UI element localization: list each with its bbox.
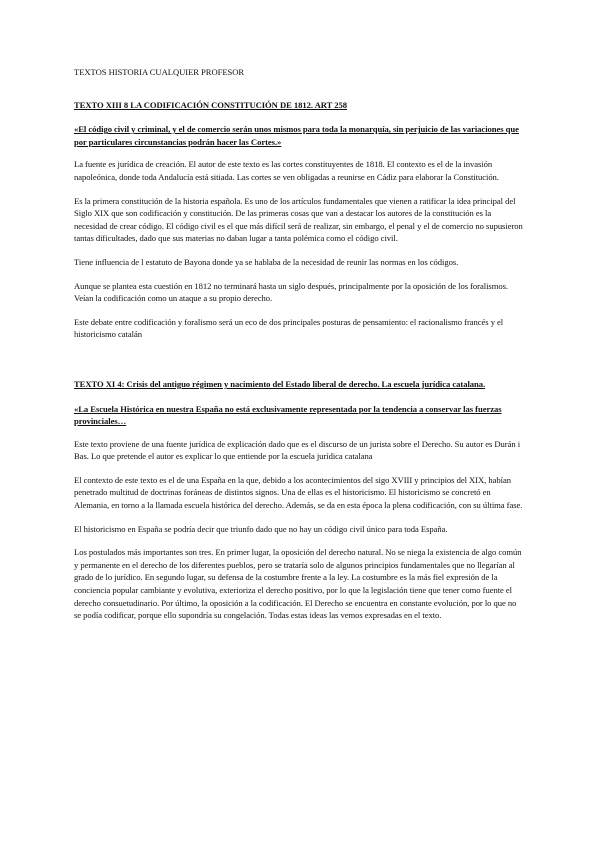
paragraph: El historicismo en España se podría decir que triunfo dado que no hay un código civil único para toda España. [74,523,448,534]
document-page [74,66,524,633]
paragraph: Aunque se plantea esta cuestión en 1812 no terminará hasta un siglo después, principalmente por la oposición de los foralismos. Veían la codificación como un ataque a su propio derecho. [74,280,508,304]
paragraph: Los postulados más importantes son tres. En primer lugar, la oposición del derecho natural. No se niega la existencia de algo común y permanente en el derecho de los diferentes pueblos, pero se trataría solo de algunos principios fundamentales que no llegarían al grado de lo jurídico. En segundo lugar, su defensa de la costumbre frente a la ley. La costumbre es la más fiel expresión de la conciencia popular cambiante y evolutiva, exterioriza el derecho positivo, por lo que la legislación tiene que tener como fuente el derecho consuetudinario. Por último, la oposición a la codificación. El Derecho se encuentra en constante evolución, por lo que no se podía codificar, porque ello supondría su congelación. Todas estas ideas las vemos expresadas en el texto. [74,547,522,621]
paragraph: Este texto proviene de una fuente jurídica de explicación dado que es el discurso de un jurista sobre el Derecho. Su autor es Durán i Bas. Lo que pretende el autor es explicar lo que entiende por la escuela jurídica catalana [74,438,521,462]
section-heading: TEXTO XI 4: Crisis del antiguo régimen y nacimiento del Estado liberal de derecho. La escuela jurídica catalana. [74,378,486,389]
section-codificacion [74,99,524,341]
section-heading: TEXTO XIII 8 LA CODIFICACIÓN CONSTITUCIÓN DE 1812. ART 258 [74,99,347,110]
paragraph: Este debate entre codificación y foralismo será un eco de dos principales posturas de pensamiento: el racionalismo francés y el historicismo catalán [74,316,504,340]
paragraph: Es la primera constitución de la historia española. Es uno de los artículos fundamentales que vienen a ratificar la idea principal del Siglo XIX que son codificación y constitución. De las primeras cosas que van a destacar los autores de la constitución es la necesidad de crear código. El código civil es el que más difícil será de realizar, sin embargo, el penal y el de comercio no supusieron tantas dificultades, dado que sus materias no daban lugar a tanta polémica como el código civil. [74,195,523,244]
section-quote: «La Escuela Histórica en nuestra España no está exclusivamente representada por la tendencia a conservar las fuerzas provinciales… [74,403,502,427]
paragraph: El contexto de este texto es el de una España en la que, debido a los acontecimientos del sigo XVIII y principios del XIX, habían penetrado multitud de doctrinas foráneas de distintos signos. Una de ellas es el historicismo. El historicismo se concretó en Alemania, en torno a la llamada escuela histórica del derecho. Además, se da en esta época la plena codificación, con su última fase. [74,474,523,511]
section-escuela-catalana [74,378,524,622]
document-title: TEXTOS HISTORIA CUALQUIER PROFESOR [74,67,245,77]
section-divider [74,352,524,378]
paragraph: Tiene influencia de l estatuto de Bayona donde ya se hablaba de la necesidad de reunir las normas en los códigos. [74,256,459,267]
section-quote: «El código civil y criminal, y el de comercio serán unos mismos para toda la monarquía, sin perjuicio de las variaciones que por particulares circunstancias podrán hacer las Cortes.» [74,124,519,147]
paragraph: La fuente es jurídica de creación. El autor de este texto es las cortes constituyentes de 1818. El contexto es el de la invasión napoleónica, donde toda Andalucía está sitiada. Las cortes se ven obligadas a reunirse en Cádiz para elaborar la Constitución. [74,159,499,182]
